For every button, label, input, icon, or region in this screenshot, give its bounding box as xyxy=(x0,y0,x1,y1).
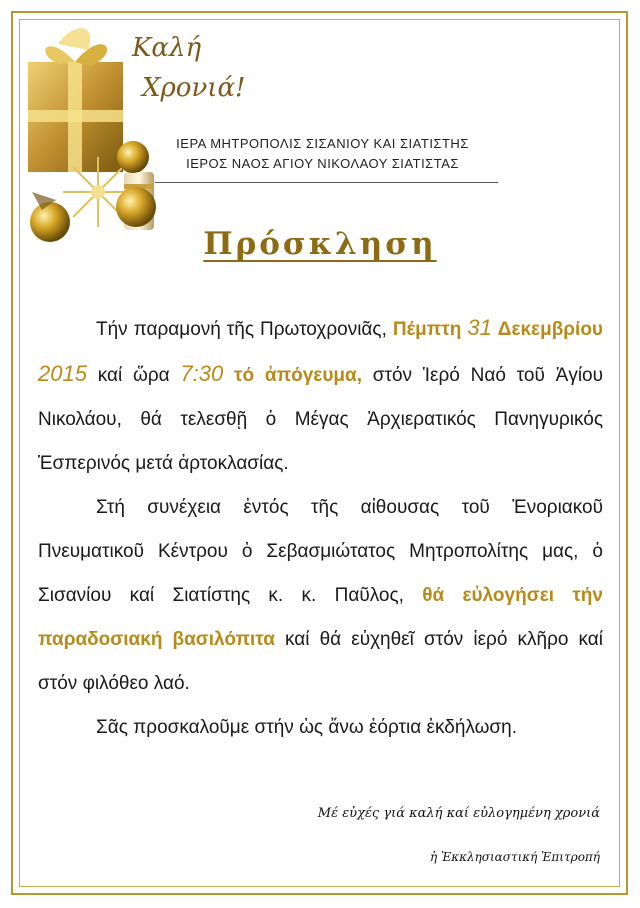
paragraph-2: Στή συνέχεια ἐντός τῆς αἰθουσας τοῦ Ἐνοριακοῦ Πνευματικοῦ Κέντρου ὁ Σεβασμιώτατος Μητροπολίτης μας, ὁ Σισανίου καί Σιατίστης κ. κ. Παῦλος, θά εὐλογήσει τήν παραδοσιακή βασιλόπιτα καί θά εὐχηθεῖ στόν ἱερό κλῆρο καί στόν φιλόθεο λαό. xyxy=(38,497,604,694)
letterhead-church: ΙΕΡΟΣ ΝΑΟΣ ΑΓΙΟΥ ΝΙΚΟΛΑΟΥ ΣΙΑΤΙΣΤΑΣ xyxy=(186,156,459,171)
event-time: 7:30 xyxy=(180,361,224,386)
event-day-number: 31 xyxy=(467,315,492,340)
new-year-greeting-script xyxy=(132,30,282,120)
event-month: Δεκεμβρίου xyxy=(497,319,603,340)
letterhead xyxy=(155,134,490,174)
paragraph-3: Σᾶς προσκαλοῦμε στήν ὡς ἄνω ἑόρτια ἐκδήλωση. xyxy=(96,717,518,738)
letterhead-divider xyxy=(155,182,498,183)
event-time-period: τό ἀπόγευμα, xyxy=(223,365,362,386)
event-day: Πέμπτη xyxy=(392,319,468,340)
invitation-body xyxy=(38,306,603,750)
letterhead-metropolis: ΙΕΡΑ ΜΗΤΡΟΠΟΛΙΣ ΣΙΣΑΝΙΟΥ ΚΑΙ ΣΙΑΤΙΣΤΗΣ xyxy=(176,136,469,151)
greeting-line-1: Καλή xyxy=(132,33,202,63)
closing-wishes: Μέ εὐχές γιά καλή καί εὐλογημένη χρονιά xyxy=(317,806,600,821)
blessing-highlight: θά εὐλογήσει τήν παραδοσιακή βασιλόπιτα xyxy=(38,585,603,650)
invitation-title: Πρόσκληση xyxy=(203,226,437,262)
signature: ἡ Ἐκκλησιαστική Ἐπιτροπή xyxy=(429,850,600,864)
paragraph-1: Τήν παραμονή τῆς Πρωτοχρονιᾶς, Πέμπτη 31 Δεκεμβρίου 2015 καί ὥρα 7:30 τό ἀπόγευμα, στόν Ἱερό Ναό τοῦ Ἁγίου Νικολάου, θά τελεσθῇ ὁ Μέγας Ἀρχιερατικός Πανηγυρικός Ἑσπερινός μετά ἀρτοκλασίας. xyxy=(38,315,603,474)
event-year: 2015 xyxy=(38,361,87,386)
greeting-line-2: Χρονιά! xyxy=(142,73,246,103)
